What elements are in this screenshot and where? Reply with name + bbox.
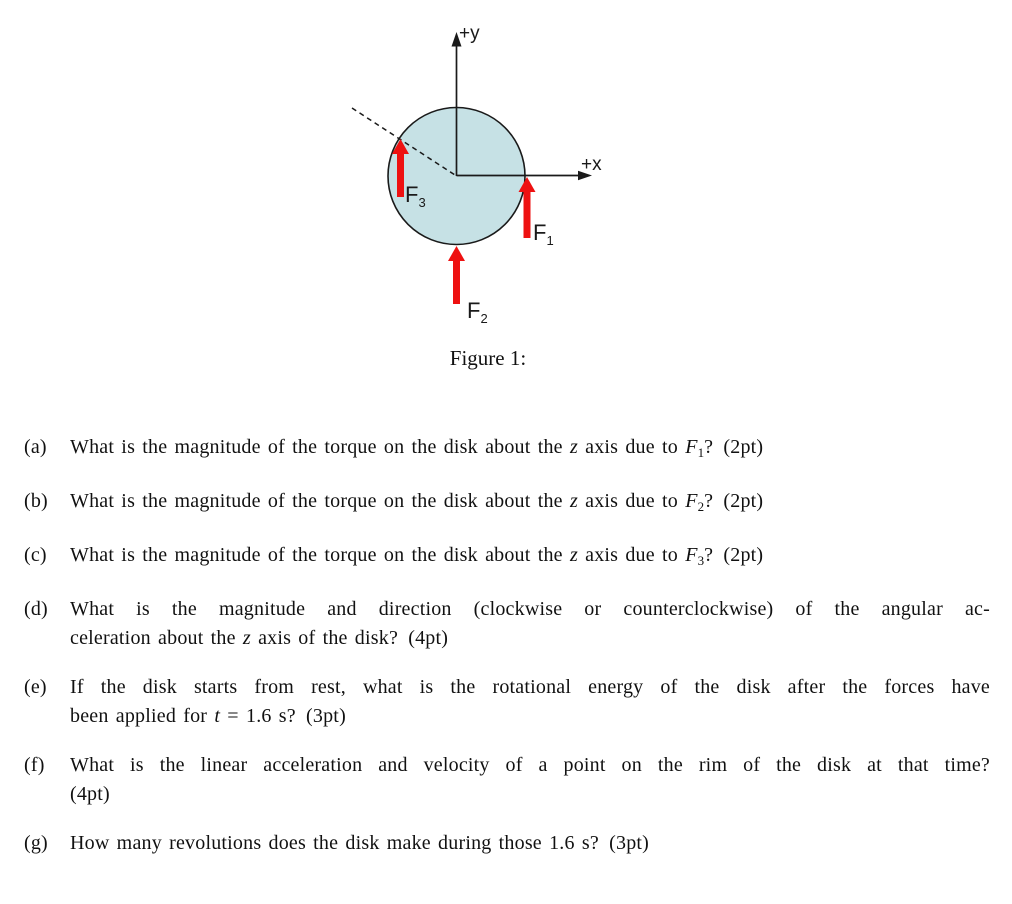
question-item-b	[24, 487, 990, 521]
question-label: (a)	[24, 436, 47, 458]
figure-1-diagram	[330, 10, 620, 340]
question-label: (d)	[24, 598, 48, 620]
force-arrow-f2	[448, 246, 465, 304]
question-line: What is the linear acceleration and velocity of a point on the rim of the disk at that time?	[70, 754, 990, 776]
question-text	[70, 487, 990, 521]
question-item-a	[24, 433, 990, 467]
question-text	[70, 829, 990, 858]
question-item-c	[24, 541, 990, 575]
question-item-d	[24, 595, 990, 653]
question-label: (b)	[24, 490, 48, 512]
force-label-f3: $F_3$	[405, 182, 426, 210]
x-axis-label: +x	[581, 154, 602, 175]
question-item-g	[24, 829, 990, 858]
question-label: (e)	[24, 676, 47, 698]
y-axis-label: +y	[459, 23, 480, 44]
question-text	[70, 433, 990, 467]
question-label: (g)	[24, 832, 48, 854]
question-text	[70, 673, 990, 731]
question-line: What is the magnitude and direction (clockwise or counterclockwise) of the angular ac-	[70, 598, 990, 620]
questions-list	[24, 433, 990, 878]
question-item-f	[24, 751, 990, 809]
question-text	[70, 595, 990, 653]
question-text	[70, 541, 990, 575]
figure-caption: Figure 1:	[449, 346, 527, 370]
question-line: (4pt)	[70, 783, 110, 805]
force-label-f2: $F_2$	[467, 298, 488, 326]
question-line: been applied for t = 1.6 s? (3pt)	[70, 705, 346, 727]
question-label: (c)	[24, 544, 47, 566]
question-item-e	[24, 673, 990, 731]
force-label-f1: $F_1$	[533, 220, 554, 248]
question-label: (f)	[24, 754, 45, 776]
question-line: celeration about the z axis of the disk? (4pt)	[70, 627, 449, 649]
question-line: What is the magnitude of the torque on the disk about the z axis due to $F_3$? (2pt)	[70, 544, 764, 568]
question-line: What is the magnitude of the torque on the disk about the z axis due to $F_1$? (2pt)	[70, 436, 764, 460]
question-line: What is the magnitude of the torque on the disk about the z axis due to $F_2$? (2pt)	[70, 490, 764, 514]
question-line: How many revolutions does the disk make during those 1.6 s? (3pt)	[70, 832, 650, 854]
question-line: If the disk starts from rest, what is the rotational energy of the disk after the forces have	[70, 676, 990, 698]
question-text	[70, 751, 990, 809]
